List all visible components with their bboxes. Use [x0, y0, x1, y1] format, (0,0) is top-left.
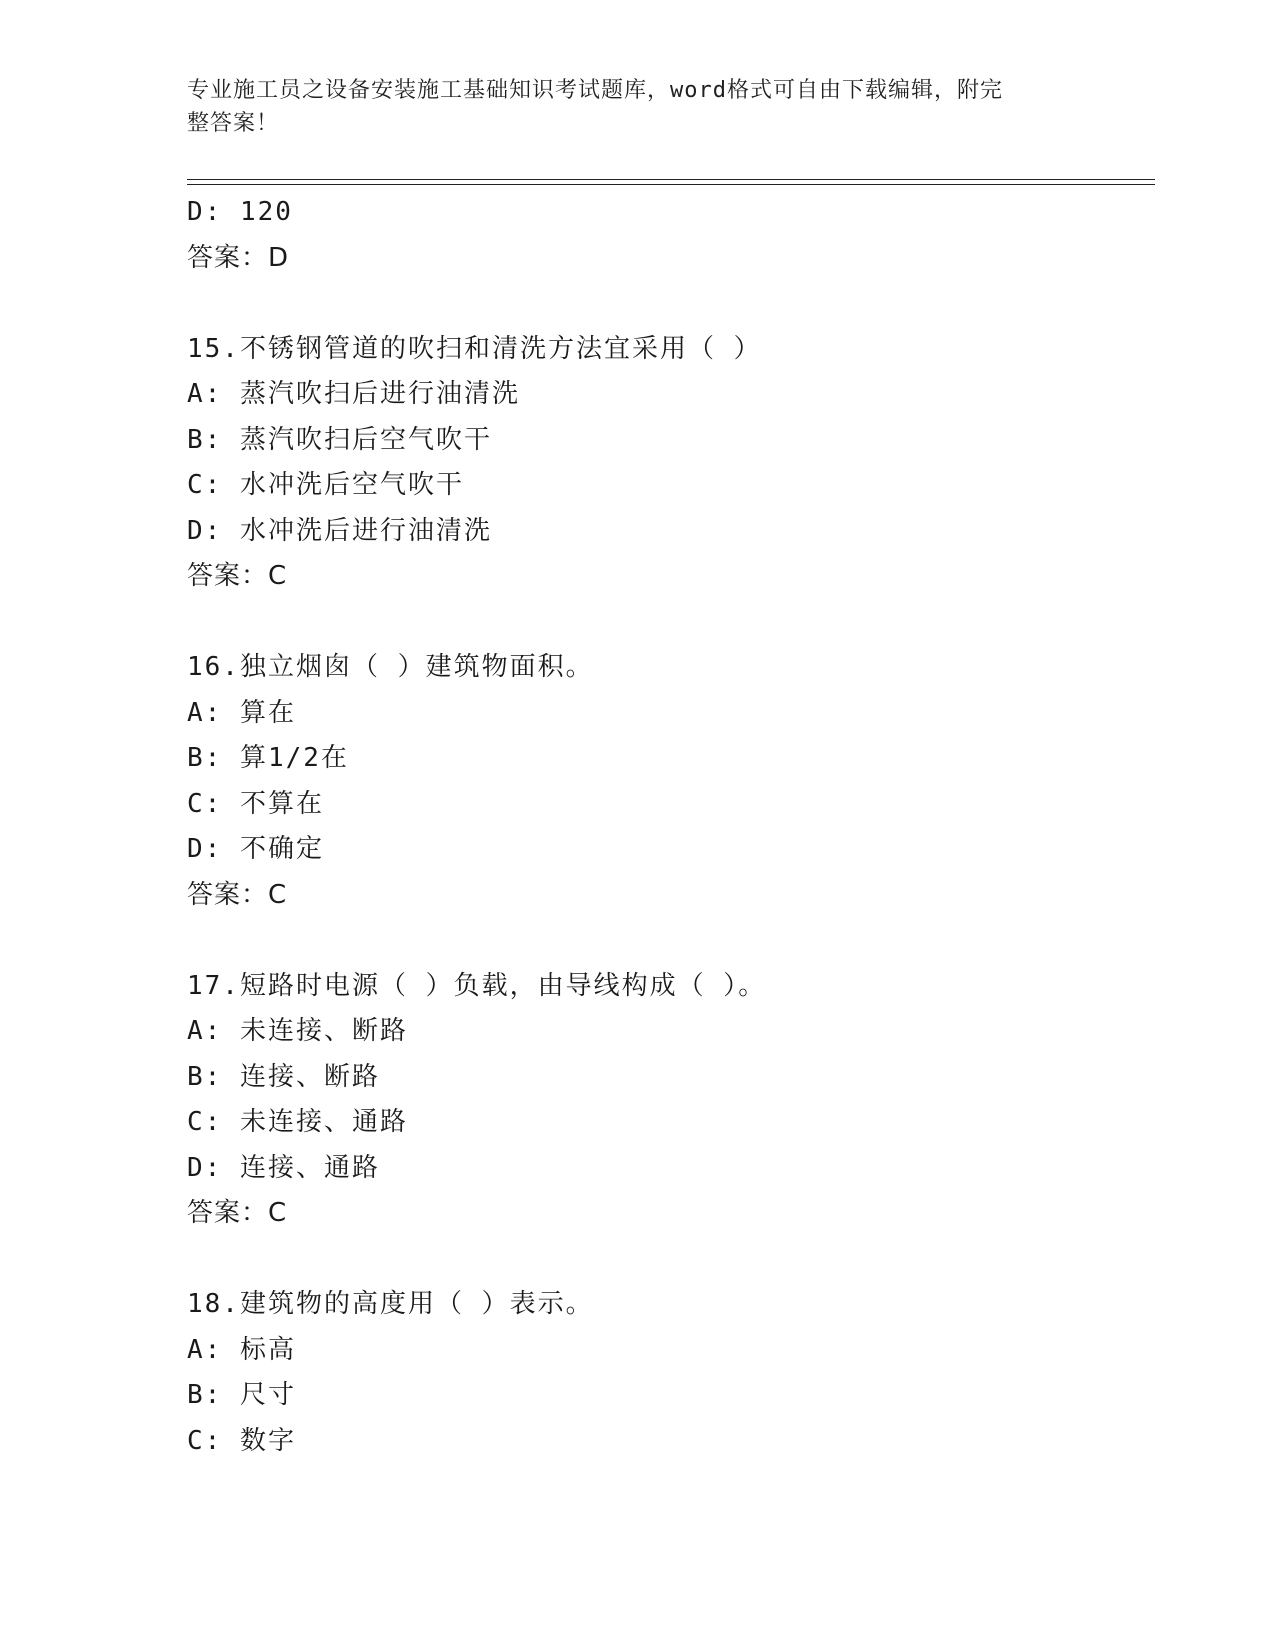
answer-line: 答案：D	[187, 242, 290, 273]
spacer	[187, 1237, 1155, 1283]
question-stem: 15.不锈钢管道的吹扫和清洗方法宜采用（ ）	[187, 333, 762, 364]
option-line: B: 尺寸	[187, 1380, 296, 1410]
option-line: B: 连接、断路	[187, 1061, 380, 1092]
answer-line: 答案：C	[187, 561, 288, 591]
option-line: D: 水冲洗后进行油清洗	[187, 515, 492, 546]
option-line: D: 不确定	[187, 834, 324, 864]
option-line: A: 算在	[187, 697, 296, 728]
answer-line: 答案：C	[187, 1198, 288, 1228]
option-line: C: 不算在	[187, 788, 324, 819]
option-line: C: 数字	[187, 1425, 296, 1456]
spacer	[187, 281, 1155, 327]
header-divider-bottom	[187, 184, 1155, 185]
question-list	[187, 190, 1155, 1464]
header-divider-top	[187, 179, 1155, 180]
option-line: A: 未连接、断路	[187, 1016, 408, 1046]
option-line: D: 120	[187, 197, 293, 227]
option-line: B: 算1/2在	[187, 743, 349, 773]
option-line: D: 连接、通路	[187, 1152, 380, 1183]
spacer	[187, 918, 1155, 964]
option-line: C: 未连接、通路	[187, 1107, 408, 1137]
question-stem: 16.独立烟囱（ ）建筑物面积。	[187, 652, 594, 682]
answer-line: 答案：C	[187, 879, 288, 910]
option-line: A: 标高	[187, 1334, 296, 1365]
header-line-1: 专业施工员之设备安装施工基础知识考试题库，word格式可自由下载编辑，附完	[187, 78, 1003, 103]
document-header	[187, 74, 1067, 140]
option-line: C: 水冲洗后空气吹干	[187, 470, 464, 500]
option-line: B: 蒸汽吹扫后空气吹干	[187, 424, 492, 455]
question-stem: 17.短路时电源（ ）负载，由导线构成（ ）。	[187, 970, 767, 1001]
header-line-2: 整答案！	[187, 111, 280, 136]
spacer	[187, 600, 1155, 646]
question-stem: 18.建筑物的高度用（ ）表示。	[187, 1289, 594, 1319]
option-line: A: 蒸汽吹扫后进行油清洗	[187, 379, 520, 409]
